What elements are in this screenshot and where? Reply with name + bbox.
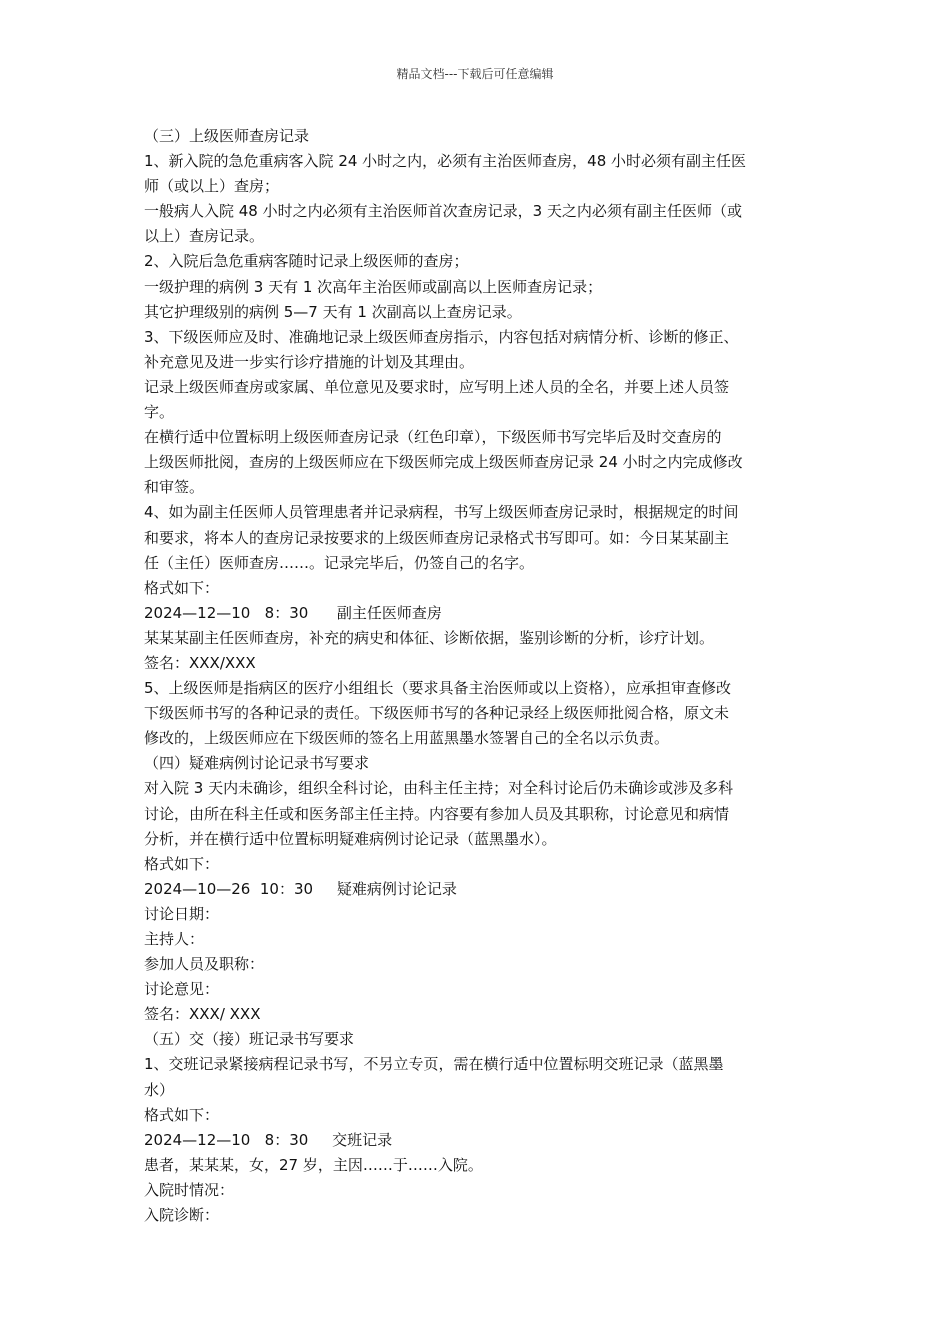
text-line: 记录上级医师查房或家属、单位意见及要求时，应写明上述人员的全名，并要上述人员签 (144, 377, 730, 396)
text-line: （四）疑难病例讨论记录书写要求 (144, 754, 370, 773)
text-line: 主持人： (144, 930, 205, 948)
text-line: 对入院 3 天内未确诊，组织全科讨论，由科主任主持；对全科讨论后仍未确诊或涉及多科 (144, 779, 734, 798)
text-line: 患者，某某某，女，27 岁，主因……于……入院。 (144, 1155, 483, 1174)
text-line: 在横行适中位置标明上级医师查房记录（红色印章），下级医师书写完毕后及时交查房的 (144, 428, 722, 447)
text-line: （五）交（接）班记录书写要求 (144, 1030, 355, 1049)
text-line: 以上）查房记录。 (144, 227, 265, 246)
text-line: 和要求，将本人的查房记录按要求的上级医师查房记录格式书写即可。如：今日某某副主 (144, 528, 730, 547)
text-line: 讨论意见： (144, 980, 220, 999)
text-line: 2024—12—10 8：30 副主任医师查房 (144, 603, 442, 622)
text-line: 修改的，上级医师应在下级医师的签名上用蓝黑墨水签署自己的全名以示负责。 (144, 729, 670, 748)
text-line: 补充意见及进一步实行诊疗措施的计划及其理由。 (144, 352, 475, 371)
text-line: 下级医师书写的各种记录的责任。下级医师书写的各种记录经上级医师批阅合格，原文未 (144, 704, 730, 723)
text-line: 1、交班记录紧接病程记录书写，不另立专页，需在横行适中位置标明交班记录（蓝黑墨 (144, 1055, 724, 1074)
text-line: 一般病人入院 48 小时之内必须有主治医师首次查房记录，3 天之内必须有副主任医师（或 (144, 202, 742, 221)
text-line: 分析，并在横行适中位置标明疑难病例讨论记录（蓝黑墨水）。 (144, 829, 557, 848)
page-header: 精品文档---下载后可任意编辑 (396, 67, 554, 81)
text-line: 2024—12—10 8：30 交班记录 (144, 1130, 393, 1149)
text-line: 4、如为副主任医师人员管理患者并记录病程，书写上级医师查房记录时，根据规定的时间 (144, 503, 739, 522)
text-line: 字。 (144, 403, 175, 422)
text-line: 水） (144, 1080, 175, 1099)
text-line: 2024—10—26 10：30 疑难病例讨论记录 (144, 879, 457, 898)
text-line: 讨论，由所在科主任或和医务部主任主持。内容要有参加人员及其职称，讨论意见和病情 (144, 804, 730, 823)
text-line: 格式如下： (144, 1105, 220, 1124)
text-line: 讨论日期： (144, 904, 220, 923)
text-line: 格式如下： (144, 854, 220, 873)
text-line: 1、新入院的急危重病客入院 24 小时之内，必须有主治医师查房，48 小时必须有副主任医 (144, 152, 747, 171)
text-line: 某某某副主任医师查房，补充的病史和体征、诊断依据，鉴别诊断的分析，诊疗计划。 (144, 628, 715, 647)
document-body (144, 124, 808, 1228)
text-line: 5、上级医师是指病区的医疗小组组长（要求具备主治医师或以上资格），应承担审查修改 (144, 679, 732, 698)
text-line: 签名：XXX/XXX (144, 653, 256, 672)
text-line: 师（或以上）查房； (144, 177, 280, 196)
text-line: 入院诊断： (144, 1206, 220, 1225)
text-line: 任（主任）医师查房……。记录完毕后，仍签自己的名字。 (144, 553, 535, 572)
text-line: 其它护理级别的病例 5—7 天有 1 次副高以上查房记录。 (144, 302, 522, 321)
text-line: 和审签。 (144, 478, 205, 497)
text-line: 一级护理的病例 3 天有 1 次高年主治医师或副高以上医师查房记录； (144, 277, 603, 296)
text-line: （三）上级医师查房记录 (144, 127, 310, 145)
text-line: 2、入院后急危重病客随时记录上级医师的查房； (144, 252, 469, 271)
text-line: 入院时情况： (144, 1180, 235, 1199)
text-line: 上级医师批阅，查房的上级医师应在下级医师完成上级医师查房记录 24 小时之内完成修改 (144, 453, 743, 472)
text-line: 格式如下： (144, 578, 220, 597)
text-line: 3、下级医师应及时、准确地记录上级医师查房指示，内容包括对病情分析、诊断的修正、 (144, 327, 739, 346)
text-line: 签名：XXX/ XXX (144, 1005, 261, 1024)
text-line: 参加人员及职称： (144, 955, 265, 974)
